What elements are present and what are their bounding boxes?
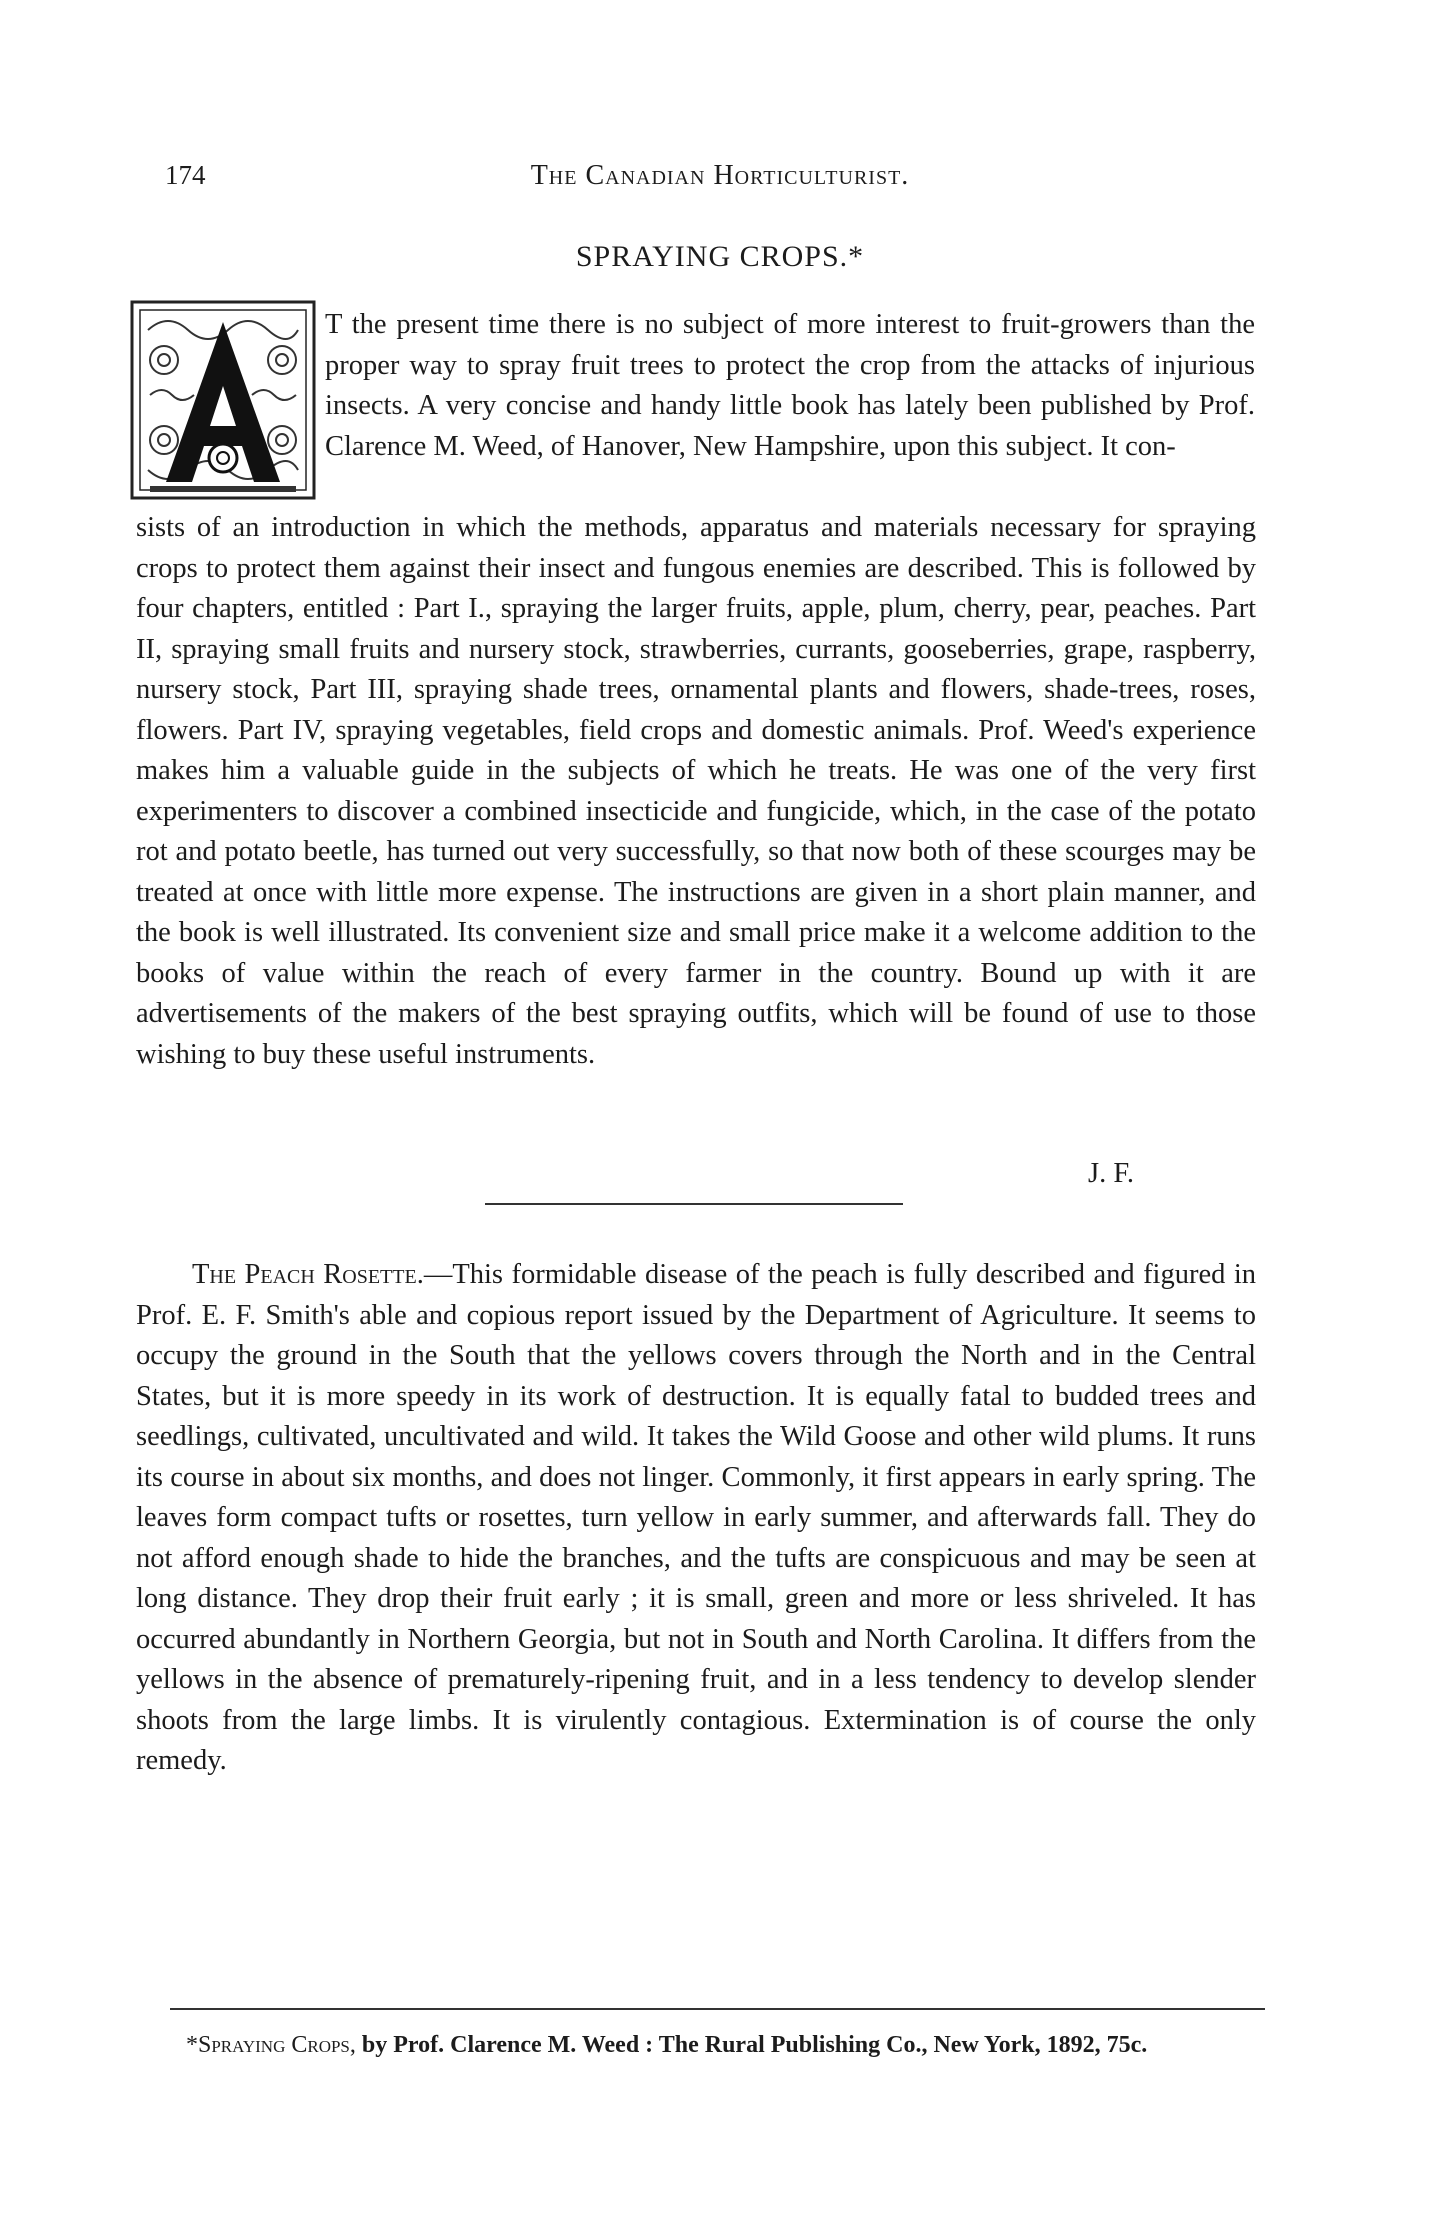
svg-text:A: A xyxy=(223,496,224,497)
peach-rosette-heading: The Peach Rosette. xyxy=(192,1259,424,1290)
footnote xyxy=(150,2028,1270,2062)
footnote-rule xyxy=(170,2008,1265,2010)
running-head: The Canadian Horticulturist. xyxy=(530,160,910,191)
footnote-text: by Prof. Clarence M. Weed : The Rural Publishing Co., New York, 1892, 75c. xyxy=(355,2032,1148,2058)
article-paragraph-opening xyxy=(325,305,1255,467)
article-title: SPRAYING CROPS.* xyxy=(575,240,865,273)
section-divider xyxy=(485,1203,903,1205)
page-number: 174 xyxy=(165,160,206,190)
opening-text: T the present time there is no subject of more interest to fruit-growers than the proper way to spray fruit trees to protect the crop from the attacks of injurious insects. A very concise and handy little book has lately been published by Prof. Clarence M. Weed, of Hanover, New Hampshire, upon this subject. It con- xyxy=(325,309,1255,462)
page-header xyxy=(165,160,1275,200)
peach-rosette-paragraph xyxy=(136,1255,1256,1782)
article-paragraph-continued xyxy=(136,508,1256,1075)
author-initials: J. F. xyxy=(1088,1158,1135,1189)
footnote-title: *Spraying Crops, xyxy=(186,2032,356,2058)
peach-rosette-body: —This formidable disease of the peach is fully described and figured in Prof. E. F. Smith's able and copious report issued by the Department of Agriculture. It seems to occupy the ground in the South that the yellows covers through the North and in the Central States, but it is more speedy in its work of destruction. It is equally fatal to budded trees and seedlings, cultivated, uncultivated and wild. It takes the Wild Goose and other wild plums. It runs its course in about six months, and does not linger. Commonly, it first appears in early spring. The leaves form compact tufts or rosettes, turn yellow in early summer, and afterwards fall. They do not afford enough shade to hide the branches, and the tufts are conspicuous and may be seen at long distance. They drop their fruit early ; it is small, green and more or less shriveled. It has occurred abundantly in Northern Georgia, but not in South and North Carolina. It differs from the yellows in the absence of prematurely-ripening fruit, and in a less tendency to develop slender shoots from the large limbs. It is virulently contagious. Extermination is of course the only remedy. xyxy=(136,1259,1256,1776)
continued-text: sists of an introduction in which the methods, apparatus and materials necessary for spraying crops to protect them against their insect and fungous enemies are described. This is followed by four chapters, entitled : Part I., spraying the larger fruits, apple, plum, cherry, pear, peaches. Part II, spraying small fruits and nursery stock, strawberries, currants, gooseberries, grape, raspberry, nursery stock, Part III, spraying shade trees, ornamental plants and flowers, shade-trees, roses, flowers. Part IV, spraying vegetables, field crops and domestic animals. Prof. Weed's experience makes him a valuable guide in the subjects of which he treats. He was one of the very first experimenters to discover a combined insecticide and fungicide, which, in the case of the potato rot and potato beetle, has turned out very successfully, so that now both of these scourges may be treated at once with little more expense. The instructions are given in a short plain manner, and the book is well illustrated. Its convenient size and small price make it a welcome addition to the books of value within the reach of every farmer in the country. Bound up with it are advertisements of the makers of the best spraying outfits, which will be found of use to those wishing to buy these useful instruments. xyxy=(136,512,1256,1070)
ornamental-drop-cap xyxy=(130,300,316,500)
